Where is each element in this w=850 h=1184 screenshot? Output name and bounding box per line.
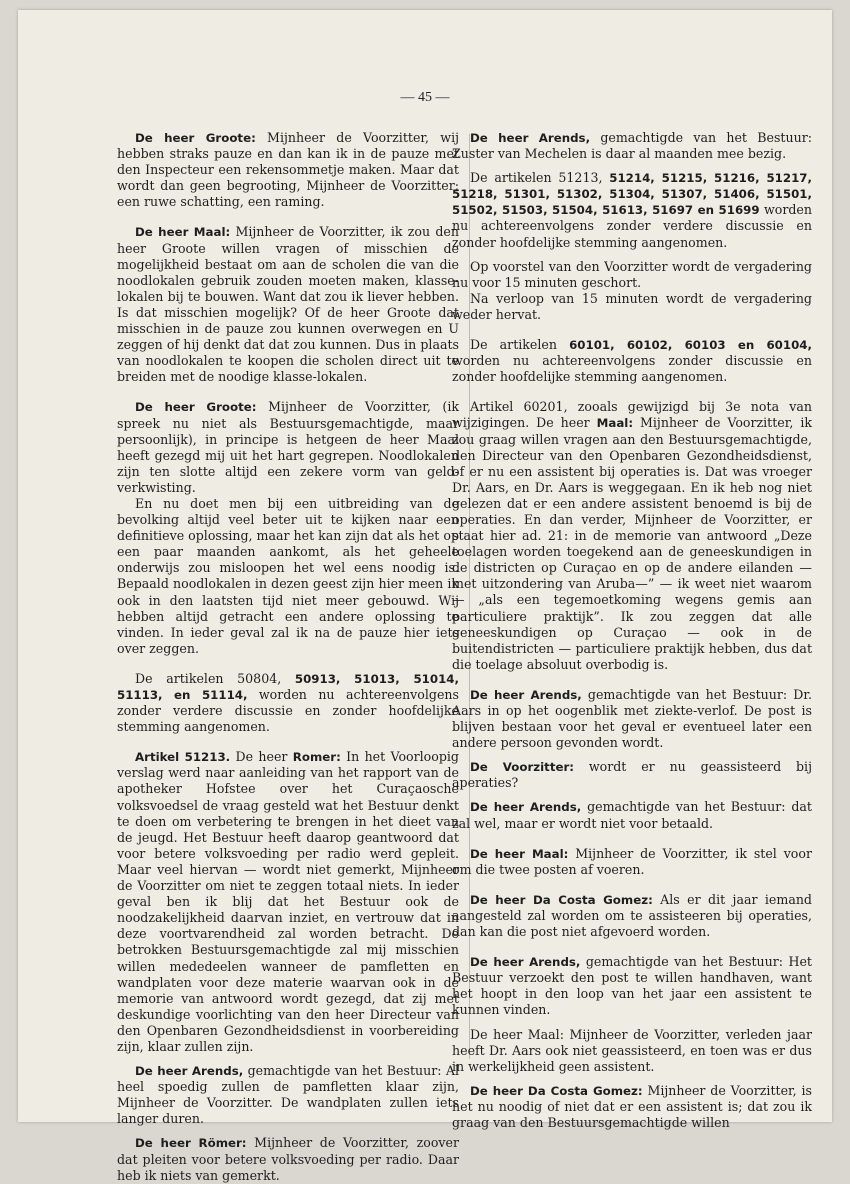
paragraph <box>452 846 812 878</box>
paragraph-text: gemachtigde van het Bestuur: dat zal wel, maar er wordt niet voor betaald. <box>452 799 812 831</box>
paragraph <box>452 759 812 791</box>
paragraph <box>452 1083 812 1131</box>
paragraph-text: En nu doet men bij een uitbreiding van de bevolking altijd veel beter uit te kijken naar een definitieve oplossing, maar het kan zijn dat als het op een paar maanden aankomt, als het geheele onderwijs zou misloopen het wel eens noodig is. Bepaald noodlokalen in dezen geest zijn hier meen ik ook in den laatsten tijd niet meer gebouwd. Wij hebben altijd getracht een andere oplossing te vinden. In ieder geval zal ik na de pauze hier iets over zeggen. <box>117 495 460 656</box>
paragraph <box>117 130 459 210</box>
paragraph <box>452 291 812 323</box>
paragraph <box>117 224 459 385</box>
paragraph-text: In het Voorloopig verslag werd naar aanleiding van het rapport van de apotheker Hofstee over het Curaçaosche volksvoedsel de vraag gesteld wat het Bestuur denkt te doen om verbetering te brengen in het dieet van de jeugd. Het Bestuur heeft daarop geantwoord dat voor betere volksvoeding per radio werd gepleit. Maar veel hiervan — wordt niet gemerkt, Mijnheer de Voorzitter om niet te zeggen totaal niets. In ieder geval ben ik blij dat het Bestuur ook de noodzakelijkheid daarvan inziet, en vertrouw dat in deze voortvarendheid zal worden betracht. De betrokken Bestuursgemachtigde zal mij misschien willen mededeelen wanneer de pamfletten en wandplaten voor deze materie waarvan ook in de memorie van antwoord wordt gezegd, dat zij met deskundige voorlichting van den heer Directeur van den Openbaren Gezondheidsdienst in voorbereiding zijn, klaar zullen zijn. <box>117 749 459 1054</box>
paragraph-text: Als er dit jaar iemand aangesteld zal worden om te assisteeren bij operaties, dan kan die post niet afgevoerd worden. <box>452 891 812 940</box>
bold-text: De Voorzitter: <box>470 760 574 775</box>
bold-text: 51214, 51215, 51216, 51217, 51218, 51301, 51302, 51304, 51307, 51406, 51501, 51502, 51503, 51504, 51613, 51697 en 51699 <box>452 171 812 218</box>
paragraph-text: De artikelen 51213, <box>470 170 610 186</box>
bold-text: Maal: <box>596 416 634 431</box>
bold-text: De heer Römer: <box>135 1136 247 1151</box>
left-column <box>117 130 459 1184</box>
paragraph-text: De artikelen 50804, <box>135 670 295 686</box>
bold-text: De heer Arends, <box>470 131 591 145</box>
paragraph <box>452 130 812 162</box>
paragraph-text: Artikel 60201, zooals gewijzigd bij 3e nota van wijzigingen. De heer <box>452 399 812 431</box>
paragraph <box>452 337 812 385</box>
bold-text: 50913, 51013, 51014, 51113, en 51114, <box>117 671 459 702</box>
bold-text: De heer Da Costa Gomez: <box>470 892 653 907</box>
paragraph-text: Mijnheer de Voorzitter, ik zou den heer Groote willen vragen of misschien de mogelijkheid bestaat om aan de scholen die van die noodlokalen gebruik zouden moeten maken, klasse-lokalen bij te bouwen. Want dat zou ik liever hebben. Is dat misschien mogelijk? Of de heer Groote dat misschien in de pauze zou kunnen overwegen en U zeggen of hij denkt dat dat zou kunnen. Dus in plaats van noodlokalen te koopen die scholen direct uit te breiden met de noodige klasse-lokalen. <box>117 224 459 385</box>
paragraph-text: Mijnheer de Voorzitter, (ik spreek nu niet als Bestuursgemachtigde, maar persoonlijk), in principe is hetgeen de heer Maal heeft gezegd mij uit het hart gegrepen. Noodlokalen zijn ten slotte altijd een zekere vorm van geld-verkwisting. <box>117 399 460 495</box>
paragraph <box>117 671 459 735</box>
paragraph-text: De heer Maal: Mijnheer de Voorzitter, verleden jaar heeft Dr. Aars ook niet geassisteerd, en toen was er dus in werkelijkheid geen assistent. <box>452 1026 812 1074</box>
bold-text: De heer Arends, <box>470 955 581 970</box>
paragraph-text: worden nu achtereenvolgens zonder discussie en zonder hoofdelijke stemming aangenomen. <box>452 353 812 385</box>
bold-text: Romer: <box>292 750 341 765</box>
paragraph-text: Na verloop van 15 minuten wordt de vergadering weder hervat. <box>452 290 812 322</box>
paragraph-text: Mijnheer de Voorzitter, ik zou graag willen vragen aan den Bestuursgemachtigde, den Directeur van den Openbaren Gezondheidsdienst, of er nu een assistent bij operaties is. Dat was vroeger Dr. Aars, en Dr. Aars is weggegaan. En ik heb nog niet gelezen dat er een andere assistent benoemd is bij de operaties. En dan verder, Mijnheer de Voorzitter, er staat hier ad. 21: in de memorie van antwoord „Deze toelagen worden toegekend aan de geneeskundigen in de districten op Curaçao en op de andere eilanden — met uitzondering van Aruba—” — ik weet niet waarom — „als een tegemoetkoming wegens gemis aan particuliere praktijk”. Ik zou zeggen dat alle geneeskundigen op Curaçao — ook in de buitendistricten — particuliere praktijk hebben, dus dat die toelage absoluut overbodig is. <box>452 415 812 672</box>
paragraph <box>117 1135 459 1183</box>
right-column <box>452 130 812 1131</box>
paragraph-text: worden nu achtereenvolgens zonder verdere discussie en zonder hoofdelijke stemming aangenomen. <box>117 687 459 735</box>
paragraph <box>452 1027 812 1075</box>
paragraph <box>452 954 812 1018</box>
bold-text: Artikel 51213. <box>135 750 231 765</box>
bold-text: De heer Groote: <box>135 131 256 145</box>
bold-text: De heer Groote: <box>135 400 257 415</box>
paragraph <box>452 170 812 250</box>
paragraph-text: Mijnheer de Voorzitter, wij hebben straks pauze en dan kan ik in de pauze met den Inspecteur een rekensommetje maken. Maar dat wordt dan geen begrooting, Mijnheer de Voorzitter; een ruwe schatting, een raming. <box>117 130 460 210</box>
paragraph <box>452 687 812 751</box>
bold-text: De heer Maal: <box>470 846 569 861</box>
paragraph-text: wordt er nu geassisteerd bij aperaties? <box>452 759 812 791</box>
paragraph-text: gemachtigde van het Bestuur: Zuster van Mechelen is daar al maanden mee bezig. <box>452 130 812 162</box>
bold-text: De heer Arends, <box>470 687 582 702</box>
paragraph-text: gemachtigde van het Bestuur: Dr. Aars in op het oogenblik met ziekte-verlof. De post is blijven bestaan voor het geval er eventueel later een andere persoon gevonden wordt. <box>452 686 812 751</box>
paragraph-text: Mijnheer de Voorzitter, is het nu noodig of niet dat er een assistent is; dat zou ik graag van den Bestuursgemachtigde willen <box>452 1082 812 1130</box>
paragraph-text: worden nu achtereenvolgens zonder verdere discussie en zonder hoofdelijke stemming aangenomen. <box>452 202 812 250</box>
paragraph <box>452 892 812 940</box>
paragraph <box>117 399 459 496</box>
paragraph-text: De artikelen <box>470 337 570 353</box>
paragraph <box>117 1063 459 1127</box>
bold-text: De heer Da Costa Gomez: <box>470 1083 643 1098</box>
page-number: — 45 — <box>400 90 450 105</box>
paragraph <box>452 259 812 291</box>
bold-text: 60101, 60102, 60103 en 60104, <box>569 338 812 353</box>
bold-text: De heer Arends, <box>135 1064 244 1079</box>
bold-text: De heer Maal: <box>135 225 231 240</box>
paragraph <box>117 749 459 1055</box>
paragraph-text: Op voorstel van den Voorzitter wordt de vergadering nu voor 15 minuten geschort. <box>452 258 812 290</box>
paragraph-text: Mijnheer de Voorzitter, ik stel voor om die twee posten af voeren. <box>452 845 812 877</box>
paragraph-text: Mijnheer de Voorzitter, zoover dat pleiten voor betere volksvoeding per radio. Daar heb ik niets van gemerkt. <box>117 1135 459 1183</box>
paragraph <box>452 799 812 831</box>
paragraph <box>117 496 459 657</box>
bold-text: De heer Arends, <box>470 800 582 815</box>
paragraph <box>452 399 812 673</box>
document-page <box>18 10 832 1183</box>
paragraph-text: gemachtigde van het Bestuur: Het Bestuur verzoekt den post te willen handhaven, want het hoopt in den loop van het jaar een assistent te kunnen vinden. <box>452 954 812 1018</box>
paragraph-text: De heer <box>230 749 293 765</box>
paragraph-text: gemachtigde van het Bestuur: Al heel spoedig zullen de pamfletten klaar zijn, Mijnheer de Voorzitter. De wandplaten zullen iets langer duren. <box>117 1063 459 1127</box>
